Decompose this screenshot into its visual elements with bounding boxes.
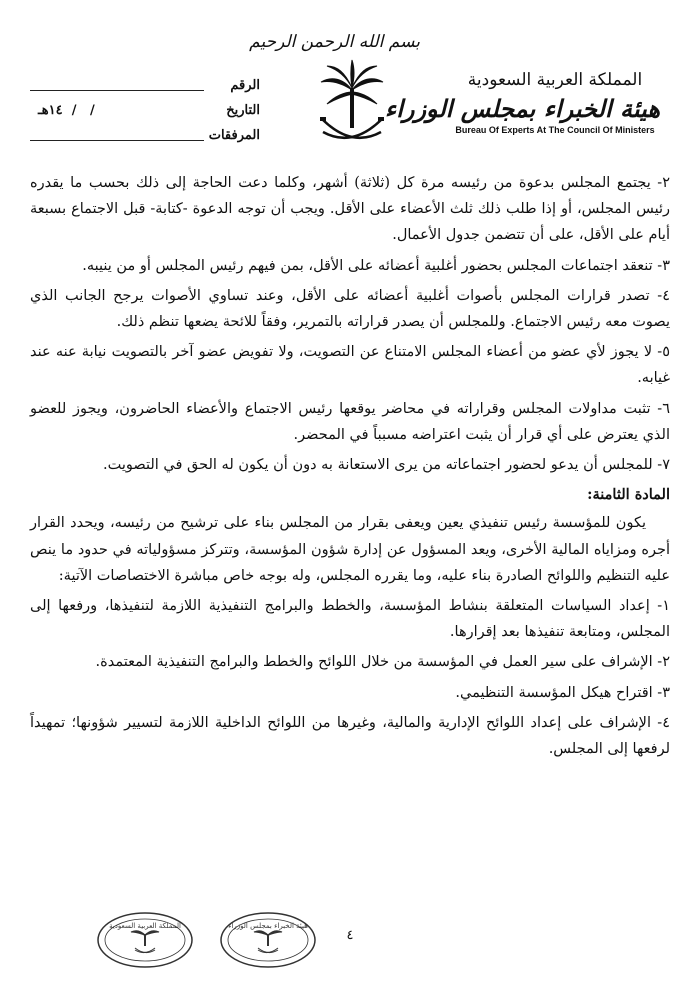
- clause-item: ٧- للمجلس أن يدعو لحضور اجتماعاته من يرى الاستعانة به دون أن يكون له الحق في التصويت.: [103, 457, 670, 474]
- clause-item: ٣- تنعقد اجتماعات المجلس بحضور أغلبية أعضائه على الأقل، بمن فيهم رئيس المجلس أو من ينيبه.: [82, 257, 670, 274]
- stamp-text: هيئة الخبراء بمجلس الوزراء: [228, 922, 308, 930]
- clause-item: ٣- اقتراح هيكل المؤسسة التنظيمي.: [455, 684, 670, 701]
- ref-number-row: [30, 78, 260, 103]
- reference-block: [30, 78, 260, 153]
- clause-item: ٦- تثبت مداولات المجلس وقراراته في محاضر يوقعها رئيس الاجتماع والأعضاء الحاضرون، ويجوز للعضو الذي يعترض على أي قرار أن يثبت اعتراضه مسبباً في المحضر.: [30, 400, 670, 443]
- stamp-text: المملكة العربية السعودية: [109, 922, 181, 930]
- official-stamp-icon: [218, 910, 318, 970]
- clause-item: ١- إعداد السياسات المتعلقة بنشاط المؤسسة، والخطط والبرامج التنفيذية اللازمة لتنفيذها، ورفعها إلى المجلس، ومتابعة تنفيذها بعد إقرارها.: [30, 598, 670, 641]
- attachments-row: [30, 128, 260, 153]
- attachments-label: المرفقات: [208, 128, 260, 143]
- document-body: [30, 170, 670, 766]
- organization-block: [384, 70, 660, 135]
- date-label: التاريخ: [226, 103, 260, 118]
- ref-number-line: [30, 90, 204, 91]
- article-heading: المادة الثامنة:: [587, 486, 670, 504]
- article-intro: يكون للمؤسسة رئيس تنفيذي يعين ويعفى بقرار من المجلس بناء على ترشيح من رئيسه، ويحدد القرار أجره ومزاياه المالية الأخرى، ويعد المسؤول عن إدارة شؤون المؤسسة، وتتركز مسؤولياته في حدود ما ينص عليه التنظيم واللوائح الصادرة بناء عليه، وما يقرره المجلس، وله بوجه خاص مباشرة الاختصاصات الآتية:: [30, 515, 670, 584]
- palm-and-swords-icon: [317, 58, 387, 146]
- bureau-name: هيئة الخبراء بمجلس الوزراء: [384, 94, 660, 123]
- clause-item: ٢- يجتمع المجلس بدعوة من رئيسه مرة كل (ثلاثة) أشهر، وكلما دعت الحاجة إلى ذلك بحسب ما يقدره رئيس المجلس، أو إذا طلب ذلك ثلث الأعضاء على الأقل. ويجب أن توجه الدعوة -كتابة- قبل الاجتماع بسبعة أيام على الأقل، على أن تتضمن جدول الأعمال.: [30, 175, 670, 244]
- bismillah-text: بسم الله الرحمن الرحيم: [249, 32, 420, 52]
- clause-item: ٤- الإشراف على إعداد اللوائح الإدارية والمالية، وغيرها من اللوائح الداخلية اللازمة لتسيير شؤونها؛ تمهيداً لرفعها إلى المجلس.: [30, 714, 670, 758]
- clause-item: ٤- تصدر قرارات المجلس بأصوات أغلبية أعضائه على الأقل، وعند تساوي الأصوات يرجح الجانب الذي يصوت معه رئيس الاجتماع. وللمجلس أن يصدر قراراته بالتمرير، وفقاً للائحة يضعها تنظم ذلك.: [30, 287, 670, 331]
- page-number: ٤: [346, 928, 354, 943]
- bureau-name-english: Bureau Of Experts At The Council Of Ministers: [455, 125, 655, 135]
- letterhead: [0, 0, 700, 160]
- date-row: [30, 103, 260, 128]
- clause-item: ٢- الإشراف على سير العمل في المؤسسة من خلال اللوائح والخطط والبرامج التنفيذية المعتمدة.: [95, 654, 670, 671]
- ref-number-label: الرقم: [230, 78, 260, 93]
- attachments-line: [30, 140, 204, 141]
- country-name: المملكة العربية السعودية: [467, 70, 643, 90]
- date-value: / / ١٤هـ: [38, 103, 109, 118]
- official-stamp-icon: [95, 910, 195, 970]
- clause-item: ٥- لا يجوز لأي عضو من أعضاء المجلس الامتناع عن التصويت، ولا تفويض عضو آخر بالتصويت نيابة عنه عند غيابه.: [30, 344, 670, 387]
